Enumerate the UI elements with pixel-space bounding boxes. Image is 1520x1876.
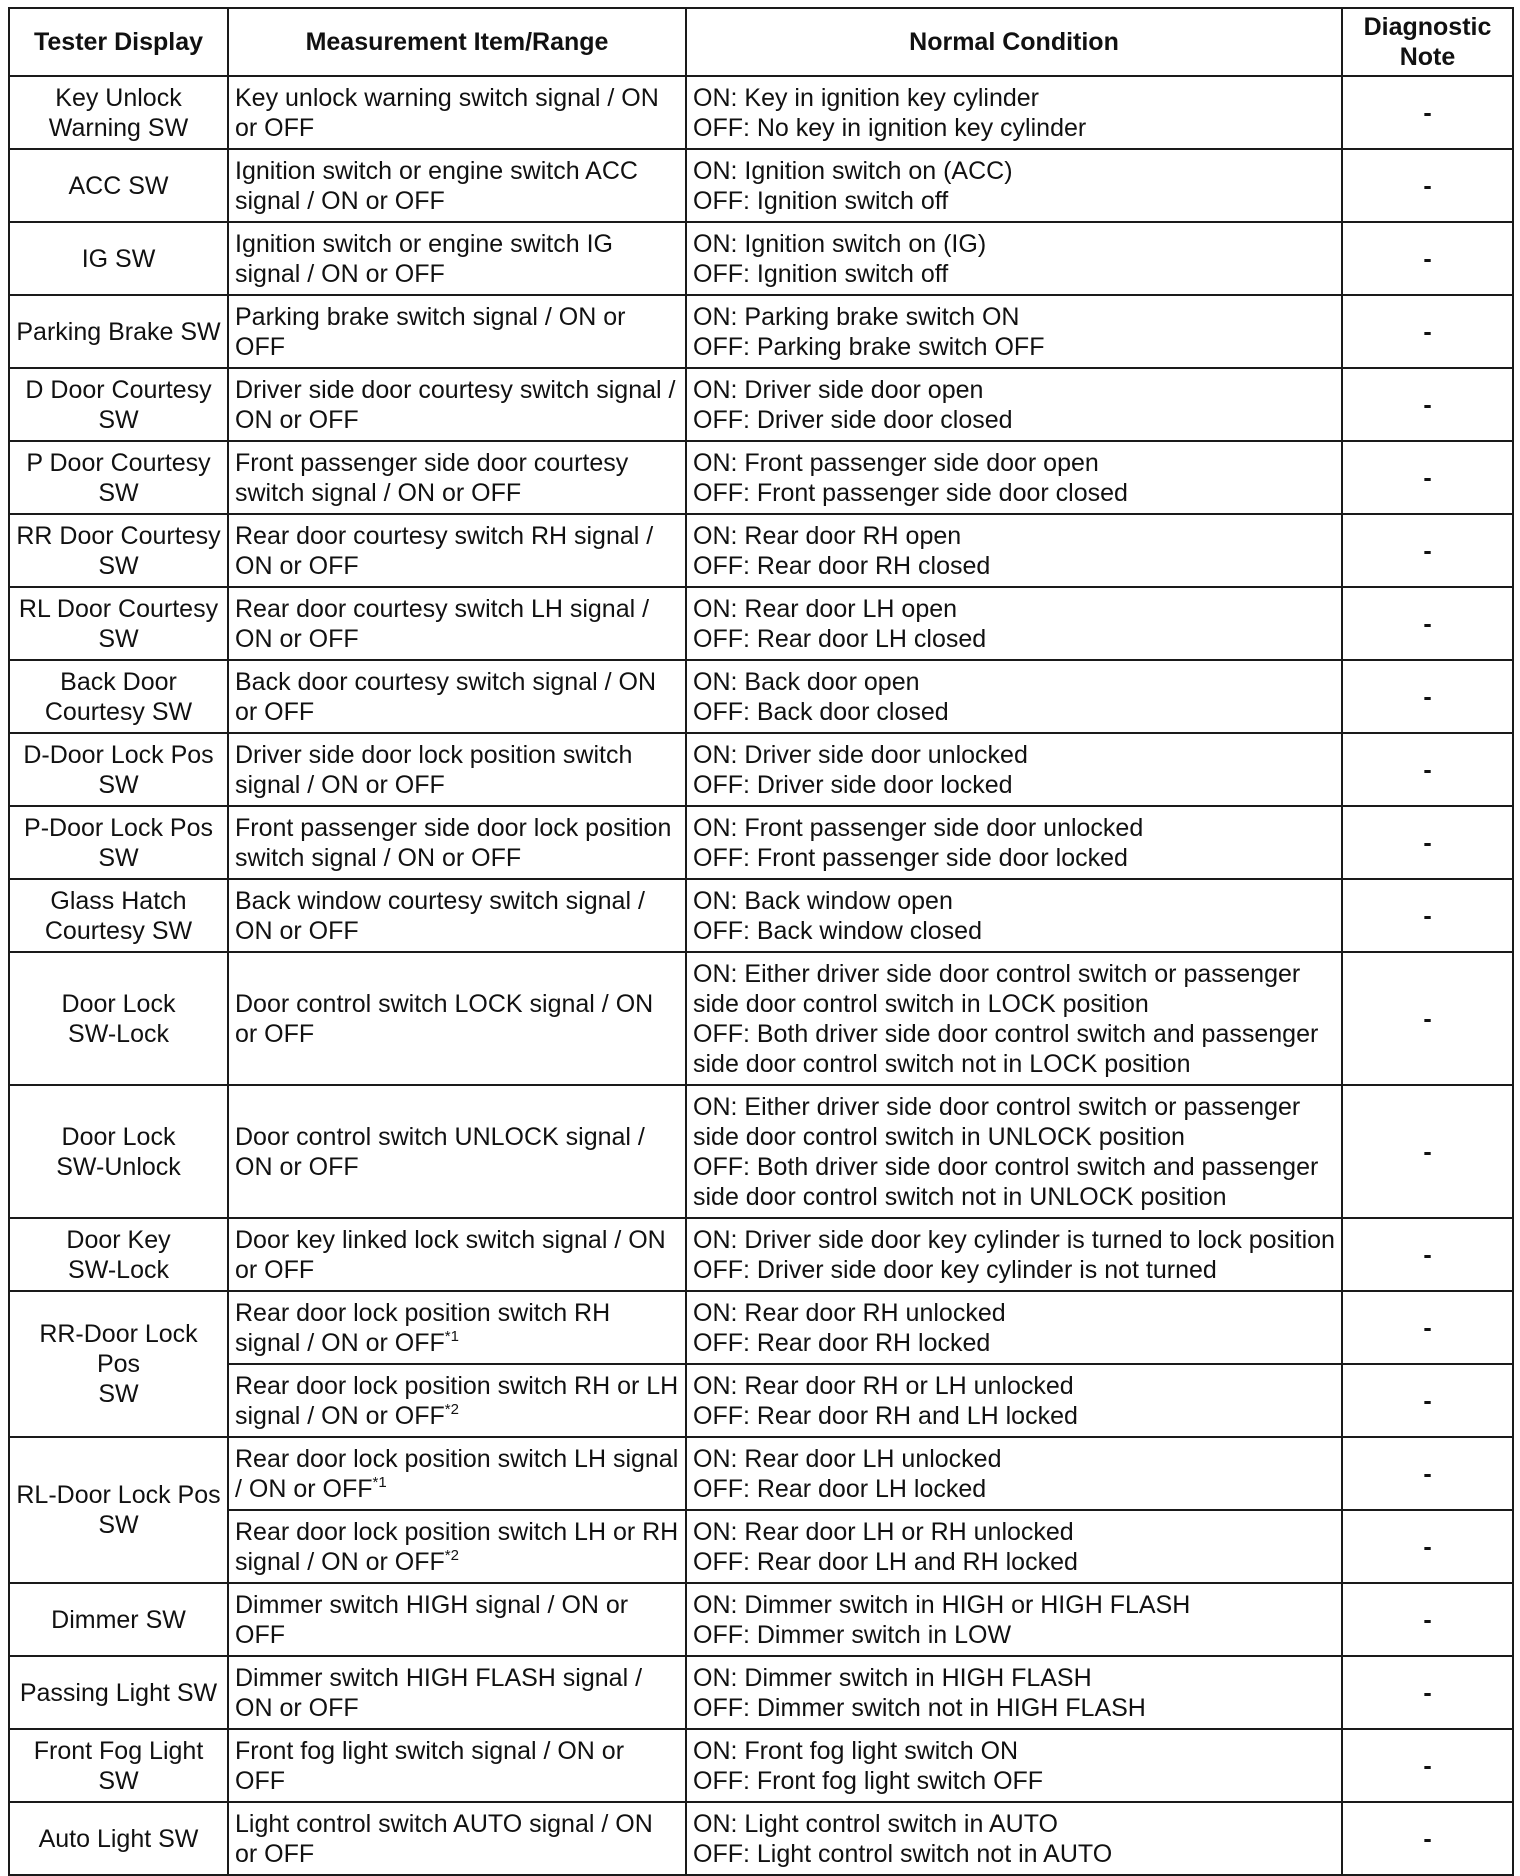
- diagnostic-note-cell: -: [1342, 222, 1513, 295]
- table-row: [9, 806, 1513, 879]
- measurement-item-line: or OFF: [235, 1839, 315, 1868]
- measurement-item-cell: [228, 514, 686, 587]
- normal-condition-cell: [686, 1291, 1342, 1364]
- tester-display-line: SW: [98, 843, 139, 872]
- normal-condition-line: OFF: Rear door RH closed: [693, 551, 991, 580]
- measurement-item-cell: [228, 879, 686, 952]
- normal-condition-line: ON: Rear door RH unlocked: [693, 1298, 1006, 1327]
- measurement-item-line: Rear door lock position switch LH or RH: [235, 1517, 679, 1546]
- table-row: [9, 587, 1513, 660]
- diagnostic-note-cell: -: [1342, 660, 1513, 733]
- measurement-item-line: Light control switch AUTO signal / ON: [235, 1809, 653, 1838]
- normal-condition-line: ON: Rear door LH unlocked: [693, 1444, 1002, 1473]
- normal-condition-line: ON: Key in ignition key cylinder: [693, 83, 1039, 112]
- header-normal-condition: Normal Condition: [686, 8, 1342, 76]
- normal-condition-cell: [686, 149, 1342, 222]
- tester-display-cell: [9, 1656, 228, 1729]
- measurement-item-line: ON or OFF: [235, 624, 359, 653]
- normal-condition-line: side door control switch in LOCK position: [693, 989, 1149, 1018]
- normal-condition-cell: [686, 879, 1342, 952]
- data-list-sheet: [8, 7, 1514, 1876]
- table-row: [9, 660, 1513, 733]
- table-row: [9, 1583, 1513, 1656]
- header-diagnostic-note: [1342, 8, 1513, 76]
- measurement-item-line: switch signal / ON or OFF: [235, 478, 522, 507]
- table-row: [9, 514, 1513, 587]
- normal-condition-line: OFF: Driver side door key cylinder is not turned: [693, 1255, 1217, 1284]
- normal-condition-cell: [686, 76, 1342, 149]
- diagnostic-note-cell: -: [1342, 295, 1513, 368]
- header-note-line: Diagnostic: [1363, 13, 1492, 41]
- normal-condition-cell: [686, 1364, 1342, 1437]
- measurement-item-line: ON or OFF: [235, 551, 359, 580]
- tester-display-cell: [9, 1437, 228, 1583]
- normal-condition-line: ON: Front fog light switch ON: [693, 1736, 1019, 1765]
- measurement-item-line: Ignition switch or engine switch ACC: [235, 156, 638, 185]
- measurement-item-cell: [228, 1085, 686, 1218]
- tester-display-cell: [9, 1291, 228, 1437]
- table-row: [9, 295, 1513, 368]
- diagnostic-note-cell: -: [1342, 1656, 1513, 1729]
- tester-display-line: Parking Brake SW: [16, 317, 221, 346]
- diagnostic-note-cell: -: [1342, 587, 1513, 660]
- measurement-item-line: Parking brake switch signal / ON or: [235, 302, 626, 331]
- tester-display-line: RR-Door Lock Pos: [39, 1320, 198, 1378]
- measurement-item-line: or OFF: [235, 113, 315, 142]
- data-list-table: [8, 7, 1514, 1876]
- normal-condition-cell: [686, 1729, 1342, 1802]
- normal-condition-cell: [686, 1656, 1342, 1729]
- tester-display-line: Key Unlock: [55, 83, 182, 112]
- normal-condition-line: OFF: Front passenger side door locked: [693, 843, 1128, 872]
- table-row: [9, 952, 1513, 1085]
- measurement-item-line: Ignition switch or engine switch IG: [235, 229, 613, 258]
- header-note-line: Note: [1399, 43, 1456, 71]
- normal-condition-line: OFF: Rear door LH closed: [693, 624, 987, 653]
- normal-condition-line: OFF: Front fog light switch OFF: [693, 1766, 1044, 1795]
- measurement-item-cell: [228, 368, 686, 441]
- diagnostic-note-cell: -: [1342, 1364, 1513, 1437]
- normal-condition-line: ON: Rear door LH or RH unlocked: [693, 1517, 1074, 1546]
- table-row: [9, 1437, 1513, 1510]
- measurement-item-line: Rear door lock position switch RH or LH: [235, 1371, 679, 1400]
- normal-condition-line: OFF: Driver side door closed: [693, 405, 1013, 434]
- tester-display-line: D Door Courtesy: [25, 375, 212, 404]
- normal-condition-line: ON: Either driver side door control switch or passenger: [693, 959, 1301, 988]
- measurement-item-cell: [228, 660, 686, 733]
- normal-condition-line: ON: Ignition switch on (IG): [693, 229, 987, 258]
- diagnostic-note-cell: -: [1342, 441, 1513, 514]
- measurement-item-line: Driver side door courtesy switch signal /: [235, 375, 676, 404]
- diagnostic-note-cell: -: [1342, 733, 1513, 806]
- normal-condition-line: OFF: Light control switch not in AUTO: [693, 1839, 1113, 1868]
- normal-condition-line: OFF: Driver side door locked: [693, 770, 1013, 799]
- measurement-item-line: OFF: [235, 332, 285, 361]
- normal-condition-line: OFF: Back door closed: [693, 697, 949, 726]
- normal-condition-line: side door control switch not in UNLOCK position: [693, 1182, 1227, 1211]
- table-row: [9, 1364, 1513, 1437]
- footnote-marker: *1: [444, 1327, 459, 1345]
- measurement-item-line: signal / ON or OFF$^{*2}$: [235, 1400, 459, 1430]
- tester-display-cell: [9, 660, 228, 733]
- normal-condition-line: OFF: Ignition switch off: [693, 186, 949, 215]
- tester-display-cell: [9, 514, 228, 587]
- normal-condition-cell: [686, 295, 1342, 368]
- diagnostic-note-cell: -: [1342, 1085, 1513, 1218]
- tester-display-line: SW: [98, 478, 139, 507]
- tester-display-line: SW: [98, 551, 139, 580]
- normal-condition-line: ON: Rear door RH or LH unlocked: [693, 1371, 1074, 1400]
- measurement-item-line: Door control switch UNLOCK signal /: [235, 1122, 645, 1151]
- normal-condition-cell: [686, 587, 1342, 660]
- normal-condition-line: OFF: Front passenger side door closed: [693, 478, 1128, 507]
- measurement-item-line: or OFF: [235, 1019, 315, 1048]
- normal-condition-line: ON: Parking brake switch ON: [693, 302, 1020, 331]
- measurement-item-line: or OFF: [235, 697, 315, 726]
- tester-display-line: Front Fog Light: [33, 1736, 204, 1765]
- diagnostic-note-cell: -: [1342, 149, 1513, 222]
- measurement-item-line: Dimmer switch HIGH FLASH signal /: [235, 1663, 643, 1692]
- normal-condition-cell: [686, 222, 1342, 295]
- normal-condition-line: ON: Ignition switch on (ACC): [693, 156, 1013, 185]
- normal-condition-line: ON: Driver side door open: [693, 375, 984, 404]
- tester-display-line: Door Lock: [61, 1122, 176, 1151]
- tester-display-cell: [9, 1085, 228, 1218]
- normal-condition-line: OFF: Rear door LH locked: [693, 1474, 987, 1503]
- tester-display-line: RL Door Courtesy: [18, 594, 219, 623]
- tester-display-cell: [9, 441, 228, 514]
- measurement-item-line: Dimmer switch HIGH signal / ON or: [235, 1590, 629, 1619]
- diagnostic-note-cell: -: [1342, 1291, 1513, 1364]
- table-row: [9, 222, 1513, 295]
- normal-condition-line: OFF: Ignition switch off: [693, 259, 949, 288]
- measurement-item-cell: [228, 952, 686, 1085]
- measurement-item-line: Back window courtesy switch signal /: [235, 886, 645, 915]
- table-row: [9, 368, 1513, 441]
- table-row: [9, 1291, 1513, 1364]
- measurement-item-line: ON or OFF: [235, 916, 359, 945]
- tester-display-cell: [9, 1218, 228, 1291]
- header-row: [9, 8, 1513, 76]
- measurement-item-line: signal / ON or OFF$^{*1}$: [235, 1327, 459, 1357]
- tester-display-line: Dimmer SW: [51, 1605, 186, 1634]
- normal-condition-cell: [686, 1510, 1342, 1583]
- measurement-item-line: Front fog light switch signal / ON or: [235, 1736, 625, 1765]
- measurement-item-line: Door control switch LOCK signal / ON: [235, 989, 654, 1018]
- measurement-item-line: or OFF: [235, 1255, 315, 1284]
- normal-condition-line: ON: Dimmer switch in HIGH FLASH: [693, 1663, 1092, 1692]
- table-row: [9, 441, 1513, 514]
- tester-display-line: SW: [98, 624, 139, 653]
- measurement-item-cell: [228, 806, 686, 879]
- tester-display-cell: [9, 295, 228, 368]
- normal-condition-line: ON: Rear door LH open: [693, 594, 958, 623]
- tester-display-cell: [9, 806, 228, 879]
- tester-display-line: Courtesy SW: [44, 697, 193, 726]
- tester-display-cell: [9, 952, 228, 1085]
- measurement-item-cell: [228, 222, 686, 295]
- tester-display-line: Door Key: [66, 1225, 171, 1254]
- normal-condition-line: ON: Front passenger side door unlocked: [693, 813, 1144, 842]
- table-row: [9, 149, 1513, 222]
- normal-condition-cell: [686, 441, 1342, 514]
- tester-display-line: RL-Door Lock Pos: [16, 1481, 221, 1509]
- measurement-item-cell: [228, 295, 686, 368]
- measurement-item-cell: [228, 733, 686, 806]
- normal-condition-line: OFF: Both driver side door control switch and passenger: [693, 1019, 1319, 1048]
- tester-display-line: IG SW: [81, 244, 156, 273]
- tester-display-line: RR Door Courtesy: [16, 521, 221, 550]
- tester-display-line: Auto Light SW: [38, 1824, 199, 1853]
- measurement-item-line: Rear door courtesy switch LH signal /: [235, 594, 650, 623]
- table-row: [9, 1729, 1513, 1802]
- tester-display-line: P Door Courtesy: [26, 448, 211, 477]
- diagnostic-note-cell: -: [1342, 1802, 1513, 1875]
- measurement-item-cell: [228, 441, 686, 514]
- diagnostic-note-cell: -: [1342, 1437, 1513, 1510]
- table-row: [9, 76, 1513, 149]
- tester-display-line: SW: [98, 1380, 139, 1408]
- footnote-marker: *2: [444, 1546, 459, 1564]
- footnote-marker: *2: [444, 1400, 459, 1418]
- normal-condition-line: ON: Driver side door key cylinder is turned to lock position: [693, 1225, 1335, 1254]
- normal-condition-cell: [686, 952, 1342, 1085]
- tester-display-cell: [9, 879, 228, 952]
- header-tester-display: Tester Display: [9, 8, 228, 76]
- normal-condition-line: OFF: Dimmer switch not in HIGH FLASH: [693, 1693, 1146, 1722]
- normal-condition-line: ON: Back window open: [693, 886, 953, 915]
- tester-display-line: SW: [98, 770, 139, 799]
- tester-display-line: Back Door: [60, 667, 177, 696]
- measurement-item-cell: [228, 76, 686, 149]
- normal-condition-cell: [686, 1802, 1342, 1875]
- measurement-item-cell: [228, 1583, 686, 1656]
- normal-condition-cell: [686, 1085, 1342, 1218]
- diagnostic-note-cell: -: [1342, 806, 1513, 879]
- table-row: [9, 1802, 1513, 1875]
- tester-display-line: SW: [98, 1766, 139, 1795]
- normal-condition-line: OFF: Rear door RH and LH locked: [693, 1401, 1078, 1430]
- tester-display-cell: [9, 222, 228, 295]
- diagnostic-note-cell: -: [1342, 368, 1513, 441]
- measurement-item-line: Rear door lock position switch RH: [235, 1298, 611, 1327]
- tester-display-cell: [9, 1802, 228, 1875]
- normal-condition-line: OFF: Back window closed: [693, 916, 982, 945]
- normal-condition-cell: [686, 1437, 1342, 1510]
- diagnostic-note-cell: -: [1342, 1729, 1513, 1802]
- normal-condition-line: OFF: Dimmer switch in LOW: [693, 1620, 1012, 1649]
- normal-condition-line: ON: Front passenger side door open: [693, 448, 1099, 477]
- normal-condition-cell: [686, 514, 1342, 587]
- diagnostic-note-cell: -: [1342, 952, 1513, 1085]
- table-row: [9, 1218, 1513, 1291]
- normal-condition-line: side door control switch in UNLOCK position: [693, 1122, 1185, 1151]
- measurement-item-line: signal / ON or OFF: [235, 259, 445, 288]
- measurement-item-line: / ON or OFF$^{*1}$: [235, 1473, 387, 1503]
- tester-display-cell: [9, 368, 228, 441]
- normal-condition-cell: [686, 660, 1342, 733]
- measurement-item-line: ON or OFF: [235, 405, 359, 434]
- measurement-item-cell: [228, 1510, 686, 1583]
- diagnostic-note-cell: -: [1342, 1218, 1513, 1291]
- table-body: [9, 76, 1513, 1875]
- table-row: [9, 1085, 1513, 1218]
- normal-condition-cell: [686, 733, 1342, 806]
- measurement-item-line: Driver side door lock position switch: [235, 740, 633, 769]
- measurement-item-cell: [228, 1656, 686, 1729]
- table-row: [9, 879, 1513, 952]
- measurement-item-line: Front passenger side door courtesy: [235, 448, 629, 477]
- tester-display-line: SW-Lock: [68, 1255, 169, 1284]
- normal-condition-line: OFF: Parking brake switch OFF: [693, 332, 1045, 361]
- diagnostic-note-cell: -: [1342, 76, 1513, 149]
- measurement-item-cell: [228, 1729, 686, 1802]
- measurement-item-line: Back door courtesy switch signal / ON: [235, 667, 656, 696]
- tester-display-cell: [9, 1729, 228, 1802]
- footnote-marker: *1: [372, 1473, 387, 1491]
- tester-display-cell: [9, 1583, 228, 1656]
- measurement-item-line: signal / ON or OFF: [235, 186, 445, 215]
- normal-condition-line: OFF: Rear door RH locked: [693, 1328, 991, 1357]
- measurement-item-line: Key unlock warning switch signal / ON: [235, 83, 659, 112]
- measurement-item-cell: [228, 1218, 686, 1291]
- measurement-item-line: Front passenger side door lock position: [235, 813, 672, 842]
- tester-display-line: Courtesy SW: [44, 916, 193, 945]
- measurement-item-line: OFF: [235, 1620, 285, 1649]
- tester-display-line: SW-Unlock: [56, 1152, 181, 1181]
- tester-display-line: ACC SW: [68, 171, 169, 200]
- measurement-item-line: OFF: [235, 1766, 285, 1795]
- diagnostic-note-cell: -: [1342, 879, 1513, 952]
- measurement-item-line: Rear door courtesy switch RH signal /: [235, 521, 654, 550]
- measurement-item-cell: [228, 149, 686, 222]
- normal-condition-line: OFF: Both driver side door control switch and passenger: [693, 1152, 1319, 1181]
- measurement-item-line: signal / ON or OFF$^{*2}$: [235, 1546, 459, 1576]
- normal-condition-line: ON: Light control switch in AUTO: [693, 1809, 1058, 1838]
- measurement-item-cell: [228, 1364, 686, 1437]
- normal-condition-line: OFF: No key in ignition key cylinder: [693, 113, 1087, 142]
- tester-display-line: Warning SW: [48, 113, 189, 142]
- normal-condition-line: ON: Rear door RH open: [693, 521, 962, 550]
- tester-display-line: D-Door Lock Pos: [23, 740, 214, 769]
- normal-condition-cell: [686, 1583, 1342, 1656]
- tester-display-line: SW: [98, 405, 139, 434]
- measurement-item-line: Door key linked lock switch signal / ON: [235, 1225, 666, 1254]
- measurement-item-line: switch signal / ON or OFF: [235, 843, 522, 872]
- tester-display-line: Passing Light SW: [19, 1678, 218, 1707]
- normal-condition-cell: [686, 1218, 1342, 1291]
- tester-display-line: P-Door Lock Pos: [24, 813, 213, 842]
- table-row: [9, 1656, 1513, 1729]
- tester-display-cell: [9, 587, 228, 660]
- tester-display-line: SW-Lock: [68, 1019, 169, 1048]
- tester-display-line: Glass Hatch: [50, 886, 187, 915]
- normal-condition-line: OFF: Rear door LH and RH locked: [693, 1547, 1078, 1576]
- measurement-item-cell: [228, 1437, 686, 1510]
- tester-display-cell: [9, 76, 228, 149]
- normal-condition-cell: [686, 806, 1342, 879]
- normal-condition-line: ON: Either driver side door control switch or passenger: [693, 1092, 1301, 1121]
- normal-condition-line: ON: Back door open: [693, 667, 920, 696]
- measurement-item-line: ON or OFF: [235, 1152, 359, 1181]
- table-row: [9, 1510, 1513, 1583]
- header-measurement-item: Measurement Item/Range: [228, 8, 686, 76]
- measurement-item-cell: [228, 1802, 686, 1875]
- tester-display-cell: [9, 733, 228, 806]
- tester-display-line: Door Lock: [61, 989, 176, 1018]
- measurement-item-line: signal / ON or OFF: [235, 770, 445, 799]
- measurement-item-cell: [228, 1291, 686, 1364]
- diagnostic-note-cell: -: [1342, 1510, 1513, 1583]
- normal-condition-cell: [686, 368, 1342, 441]
- normal-condition-line: ON: Driver side door unlocked: [693, 740, 1028, 769]
- normal-condition-line: ON: Dimmer switch in HIGH or HIGH FLASH: [693, 1590, 1191, 1619]
- normal-condition-line: side door control switch not in LOCK position: [693, 1049, 1191, 1078]
- measurement-item-line: Rear door lock position switch LH signal: [235, 1444, 679, 1473]
- diagnostic-note-cell: -: [1342, 1583, 1513, 1656]
- measurement-item-cell: [228, 587, 686, 660]
- diagnostic-note-cell: -: [1342, 514, 1513, 587]
- tester-display-line: SW: [98, 1511, 139, 1539]
- table-row: [9, 733, 1513, 806]
- tester-display-cell: [9, 149, 228, 222]
- measurement-item-line: ON or OFF: [235, 1693, 359, 1722]
